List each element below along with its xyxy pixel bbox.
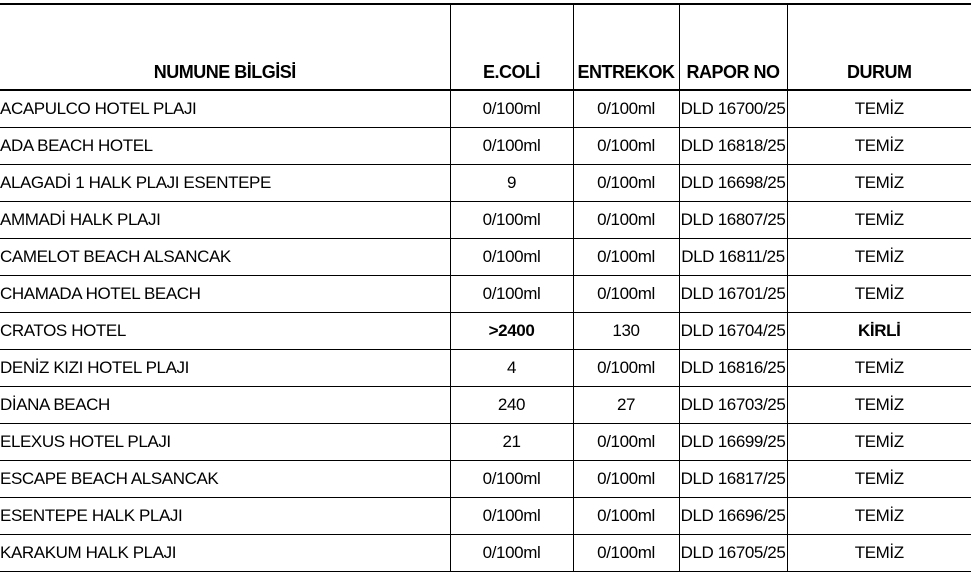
cell-entrekok: 0/100ml (573, 498, 679, 535)
cell-numune: ELEXUS HOTEL PLAJI (0, 424, 450, 461)
cell-ecoli: 240 (450, 387, 573, 424)
cell-ecoli: 0/100ml (450, 461, 573, 498)
cell-ecoli: 4 (450, 350, 573, 387)
cell-durum: KİRLİ (787, 313, 971, 350)
table-header (0, 4, 971, 90)
cell-entrekok: 0/100ml (573, 535, 679, 572)
cell-durum: TEMİZ (787, 461, 971, 498)
cell-entrekok: 0/100ml (573, 424, 679, 461)
cell-durum: TEMİZ (787, 424, 971, 461)
cell-rapor: DLD 16811/25 (679, 239, 787, 276)
cell-entrekok: 0/100ml (573, 461, 679, 498)
cell-numune: ESENTEPE HALK PLAJI (0, 498, 450, 535)
table-body (0, 90, 971, 572)
table-row (0, 165, 971, 202)
cell-durum: TEMİZ (787, 498, 971, 535)
cell-numune: ACAPULCO HOTEL PLAJI (0, 90, 450, 128)
cell-ecoli: 0/100ml (450, 128, 573, 165)
cell-numune: DİANA BEACH (0, 387, 450, 424)
cell-durum: TEMİZ (787, 165, 971, 202)
cell-entrekok: 0/100ml (573, 350, 679, 387)
table-row (0, 461, 971, 498)
cell-numune: ESCAPE BEACH ALSANCAK (0, 461, 450, 498)
cell-rapor: DLD 16700/25 (679, 90, 787, 128)
cell-ecoli: 0/100ml (450, 202, 573, 239)
cell-durum: TEMİZ (787, 387, 971, 424)
cell-numune: AMMADİ HALK PLAJI (0, 202, 450, 239)
table-row (0, 350, 971, 387)
cell-rapor: DLD 16698/25 (679, 165, 787, 202)
cell-rapor: DLD 16816/25 (679, 350, 787, 387)
cell-entrekok: 0/100ml (573, 90, 679, 128)
cell-entrekok: 0/100ml (573, 165, 679, 202)
cell-entrekok: 0/100ml (573, 202, 679, 239)
cell-durum: TEMİZ (787, 350, 971, 387)
water-quality-table (0, 3, 971, 572)
cell-ecoli: 0/100ml (450, 276, 573, 313)
table-row (0, 313, 971, 350)
cell-rapor: DLD 16818/25 (679, 128, 787, 165)
cell-numune: ALAGADİ 1 HALK PLAJI ESENTEPE (0, 165, 450, 202)
cell-durum: TEMİZ (787, 276, 971, 313)
cell-numune: CAMELOT BEACH ALSANCAK (0, 239, 450, 276)
cell-ecoli: 0/100ml (450, 535, 573, 572)
cell-entrekok: 0/100ml (573, 239, 679, 276)
cell-rapor: DLD 16703/25 (679, 387, 787, 424)
cell-ecoli: >2400 (450, 313, 573, 350)
table-row (0, 202, 971, 239)
cell-rapor: DLD 16817/25 (679, 461, 787, 498)
cell-durum: TEMİZ (787, 202, 971, 239)
table-row (0, 239, 971, 276)
cell-entrekok: 0/100ml (573, 276, 679, 313)
table-row (0, 276, 971, 313)
header-ecoli: E.COLİ (450, 4, 573, 90)
cell-ecoli: 0/100ml (450, 239, 573, 276)
table-row (0, 424, 971, 461)
table-row (0, 90, 971, 128)
cell-durum: TEMİZ (787, 90, 971, 128)
cell-ecoli: 9 (450, 165, 573, 202)
header-numune: NUMUNE BİLGİSİ (0, 4, 450, 90)
cell-numune: CHAMADA HOTEL BEACH (0, 276, 450, 313)
table-row (0, 128, 971, 165)
cell-numune: DENİZ KIZI HOTEL PLAJI (0, 350, 450, 387)
cell-entrekok: 0/100ml (573, 128, 679, 165)
header-rapor: RAPOR NO (679, 4, 787, 90)
cell-durum: TEMİZ (787, 535, 971, 572)
cell-entrekok: 130 (573, 313, 679, 350)
cell-ecoli: 0/100ml (450, 498, 573, 535)
cell-rapor: DLD 16699/25 (679, 424, 787, 461)
cell-numune: CRATOS HOTEL (0, 313, 450, 350)
table-row (0, 387, 971, 424)
header-durum: DURUM (787, 4, 971, 90)
cell-ecoli: 21 (450, 424, 573, 461)
header-entrekok: ENTREKOK (573, 4, 679, 90)
header-row (0, 4, 971, 90)
cell-numune: ADA BEACH HOTEL (0, 128, 450, 165)
cell-rapor: DLD 16701/25 (679, 276, 787, 313)
table-row (0, 498, 971, 535)
cell-durum: TEMİZ (787, 128, 971, 165)
cell-rapor: DLD 16696/25 (679, 498, 787, 535)
cell-entrekok: 27 (573, 387, 679, 424)
cell-ecoli: 0/100ml (450, 90, 573, 128)
cell-numune: KARAKUM HALK PLAJI (0, 535, 450, 572)
cell-rapor: DLD 16807/25 (679, 202, 787, 239)
cell-durum: TEMİZ (787, 239, 971, 276)
table-row (0, 535, 971, 572)
cell-rapor: DLD 16704/25 (679, 313, 787, 350)
cell-rapor: DLD 16705/25 (679, 535, 787, 572)
